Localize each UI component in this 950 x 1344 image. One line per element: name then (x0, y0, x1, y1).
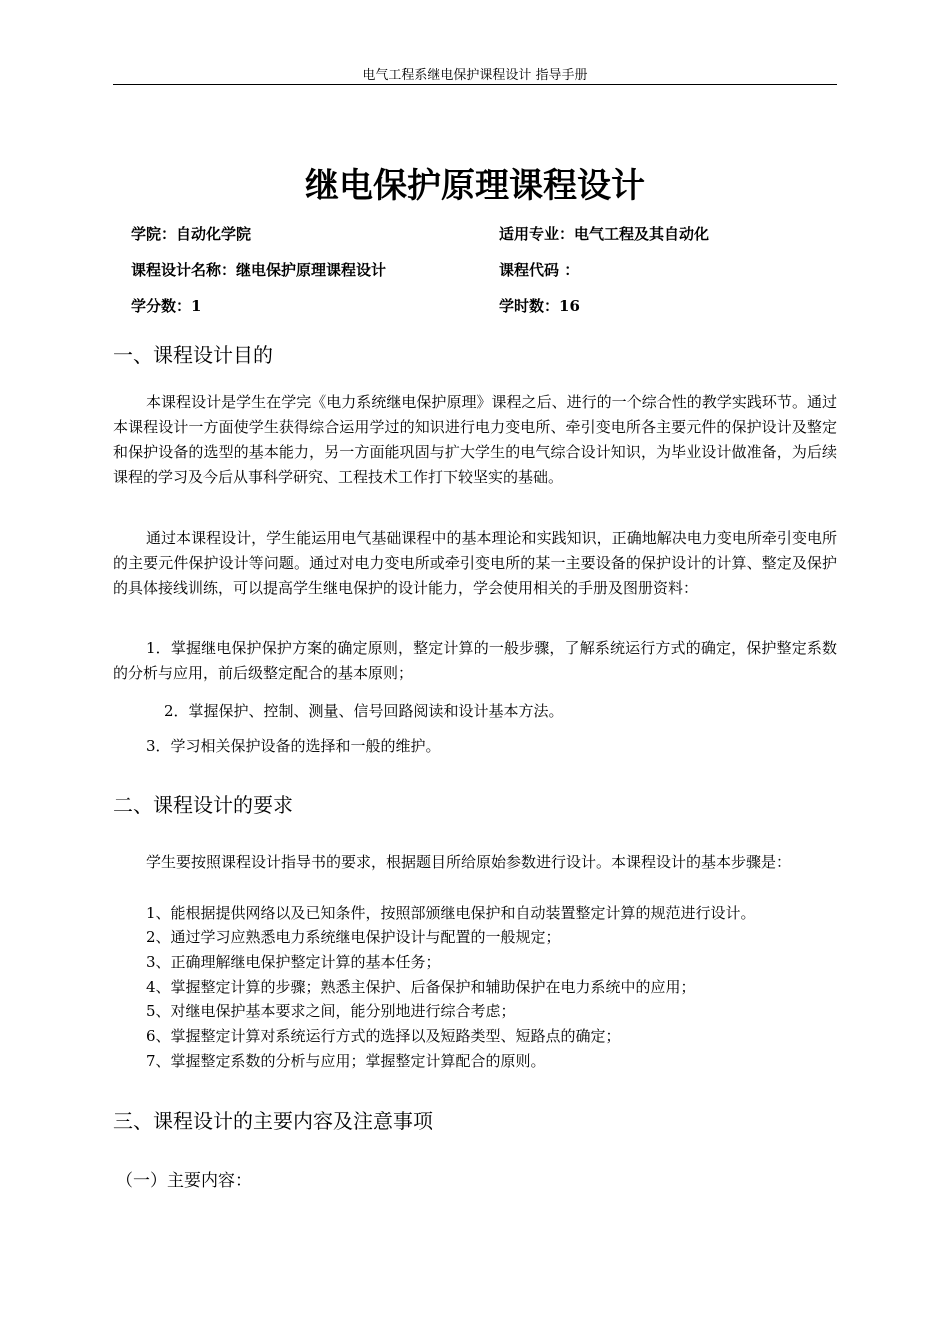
requirement-step: 2、通过学习应熟悉电力系统继电保护设计与配置的一般规定； (146, 928, 561, 946)
info-credits-label: 学分数： (131, 297, 192, 315)
info-college-label: 学院： (131, 225, 177, 243)
info-hours (499, 296, 580, 316)
section-1-heading: 一、课程设计目的 (113, 343, 273, 367)
info-course-code (499, 260, 579, 280)
info-major-value: 电气工程及其自动化 (574, 225, 710, 243)
info-college (131, 224, 251, 244)
running-header: 电气工程系继电保护课程设计 指导手册 (362, 68, 588, 83)
section-1-item-1: 1．掌握继电保护保护方案的确定原则，整定计算的一般步骤，了解系统运行方式的确定，保护整定系数的分析与应用，前后级整定配合的基本原则； (113, 639, 837, 682)
requirement-step: 6、掌握整定计算对系统运行方式的选择以及短路类型、短路点的确定； (146, 1027, 621, 1045)
requirement-step: 4、掌握整定计算的步骤；熟悉主保护、后备保护和辅助保护在电力系统中的应用； (146, 978, 696, 996)
header-divider (113, 84, 837, 85)
section-2-intro: 学生要按照课程设计指导书的要求，根据题目所给原始参数进行设计。本课程设计的基本步骤是： (146, 853, 792, 871)
info-course-name-label: 课程设计名称： (131, 261, 237, 279)
info-major-label: 适用专业： (499, 225, 575, 243)
section-3-subheading-main-content: （一）主要内容： (116, 1171, 252, 1191)
section-1-paragraph-2: 通过本课程设计，学生能运用电气基础课程中的基本理论和实践知识，正确地解决电力变电所牵引变电所的主要元件保护设计等问题。通过对电力变电所或牵引变电所的某一主要设备的保护设计的计算、整定及保护的具体接线训练，可以提高学生继电保护的设计能力，学会使用相关的手册及图册资料： (113, 529, 837, 597)
info-hours-label: 学时数： (499, 297, 560, 315)
document-title: 继电保护原理课程设计 (305, 166, 645, 206)
requirement-step: 3、正确理解继电保护整定计算的基本任务； (146, 953, 441, 971)
section-2-heading: 二、课程设计的要求 (113, 793, 293, 817)
info-college-value: 自动化学院 (176, 225, 252, 243)
section-1-item-2: 2．掌握保护、控制、测量、信号回路阅读和设计基本方法。 (164, 702, 564, 720)
section-1-item-3: 3．学习相关保护设备的选择和一般的维护。 (146, 737, 441, 755)
section-3-heading: 三、课程设计的主要内容及注意事项 (113, 1109, 433, 1133)
info-hours-value: 16 (559, 297, 580, 315)
info-course-code-label: 课程代码 ： (499, 261, 580, 279)
info-major (499, 224, 709, 244)
info-credits-value: 1 (191, 297, 202, 315)
requirement-step: 5、对继电保护基本要求之间，能分别地进行综合考虑； (146, 1002, 516, 1020)
requirement-step: 1、能根据提供网络以及已知条件，按照部颁继电保护和自动装置整定计算的规范进行设计。 (146, 904, 756, 922)
info-course-name-value: 继电保护原理课程设计 (236, 261, 387, 279)
info-credits (131, 296, 201, 316)
info-course-name (131, 260, 386, 280)
requirement-step: 7、掌握整定系数的分析与应用；掌握整定计算配合的原则。 (146, 1052, 546, 1070)
section-1-paragraph-1: 本课程设计是学生在学完《电力系统继电保护原理》课程之后、进行的一个综合性的教学实践环节。通过本课程设计一方面使学生获得综合运用学过的知识进行电力变电所、牵引变电所各主要元件的保护设计及整定和保护设备的选型的基本能力，另一方面能巩固与扩大学生的电气综合设计知识，为毕业设计做准备，为后续课程的学习及今后从事科学研究、工程技术工作打下较坚实的基础。 (113, 393, 837, 486)
